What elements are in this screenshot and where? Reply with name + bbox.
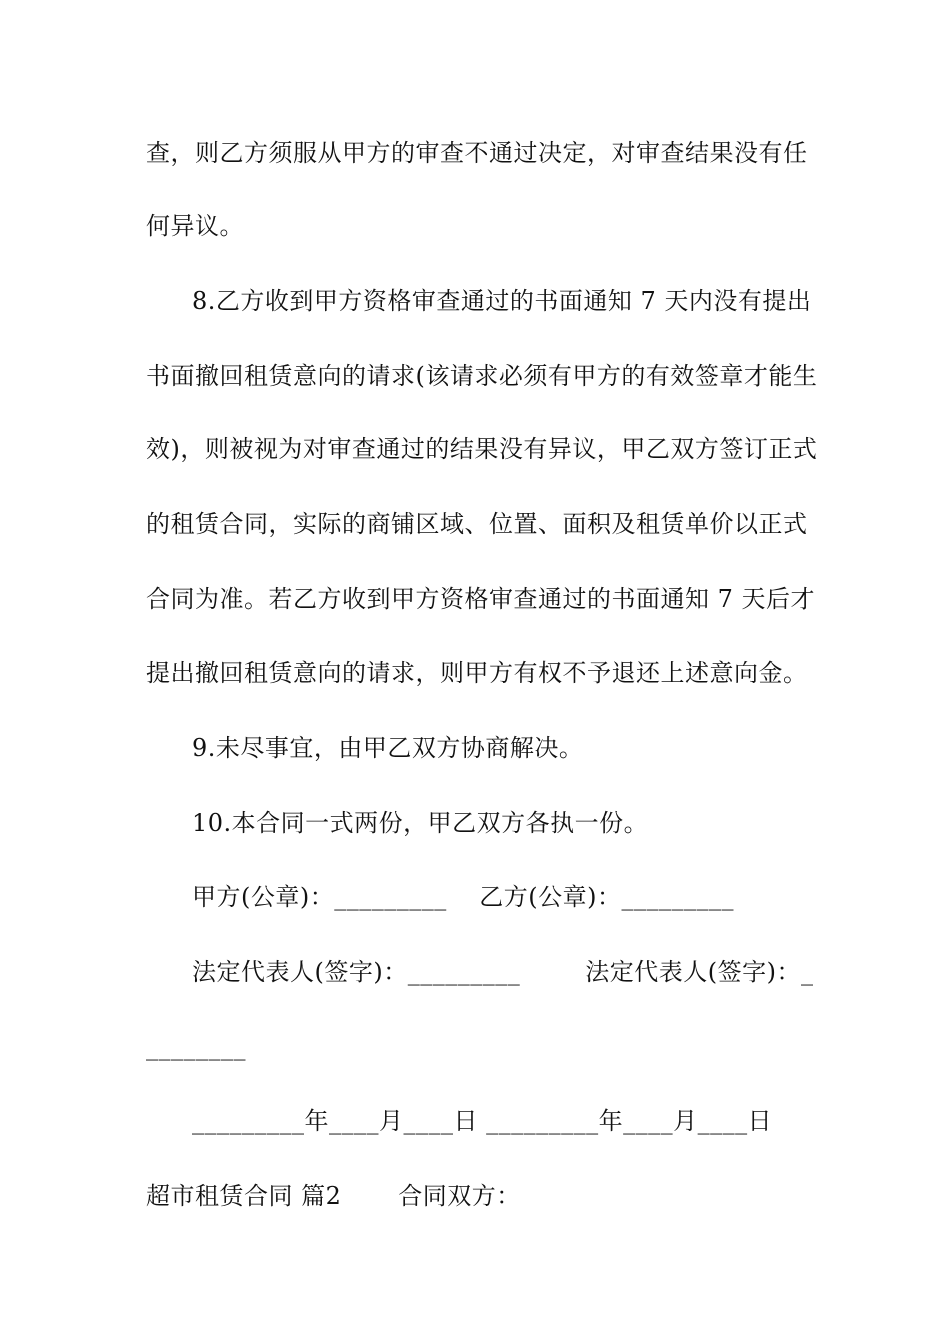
clause-8-line-1: 8.乙方收到甲方资格审查通过的书面通知 7 天内没有提出 xyxy=(192,287,812,315)
clause-9: 9.未尽事宜，由甲乙双方协商解决。 xyxy=(192,734,584,762)
date-line: _________年____月____日 _________年____月____日 xyxy=(192,1107,773,1135)
clause-8-line-4: 的租赁合同，实际的商铺区域、位置、面积及租赁单价以正式 xyxy=(146,510,808,538)
clause-8-line-5: 合同为准。若乙方收到甲方资格审查通过的书面通知 7 天后才 xyxy=(146,585,816,613)
paragraph-7-line-end: 查，则乙方须服从甲方的审查不通过决定，对审查结果没有任 xyxy=(146,139,808,167)
section-heading-contract-2: 超市租赁合同 篇2 合同双方： xyxy=(146,1182,521,1210)
party-seal-line: 甲方(公章)：_________ 乙方(公章)：_________ xyxy=(192,883,734,911)
clause-8-line-2: 书面撤回租赁意向的请求(该请求必须有甲方的有效签章才能生 xyxy=(146,362,818,390)
clause-8-line-3: 效)，则被视为对审查通过的结果没有异议，甲乙双方签订正式 xyxy=(146,435,818,463)
clause-10: 10.本合同一式两份，甲乙双方各执一份。 xyxy=(192,809,649,837)
clause-8-line-6: 提出撤回租赁意向的请求，则甲方有权不予退还上述意向金。 xyxy=(146,659,808,687)
paragraph-7-line-last: 何异议。 xyxy=(146,212,244,240)
legal-representative-line: 法定代表人(签字)：_________ 法定代表人(签字)：_ xyxy=(192,958,814,986)
signature-underline-continued: ________ xyxy=(146,1033,246,1061)
